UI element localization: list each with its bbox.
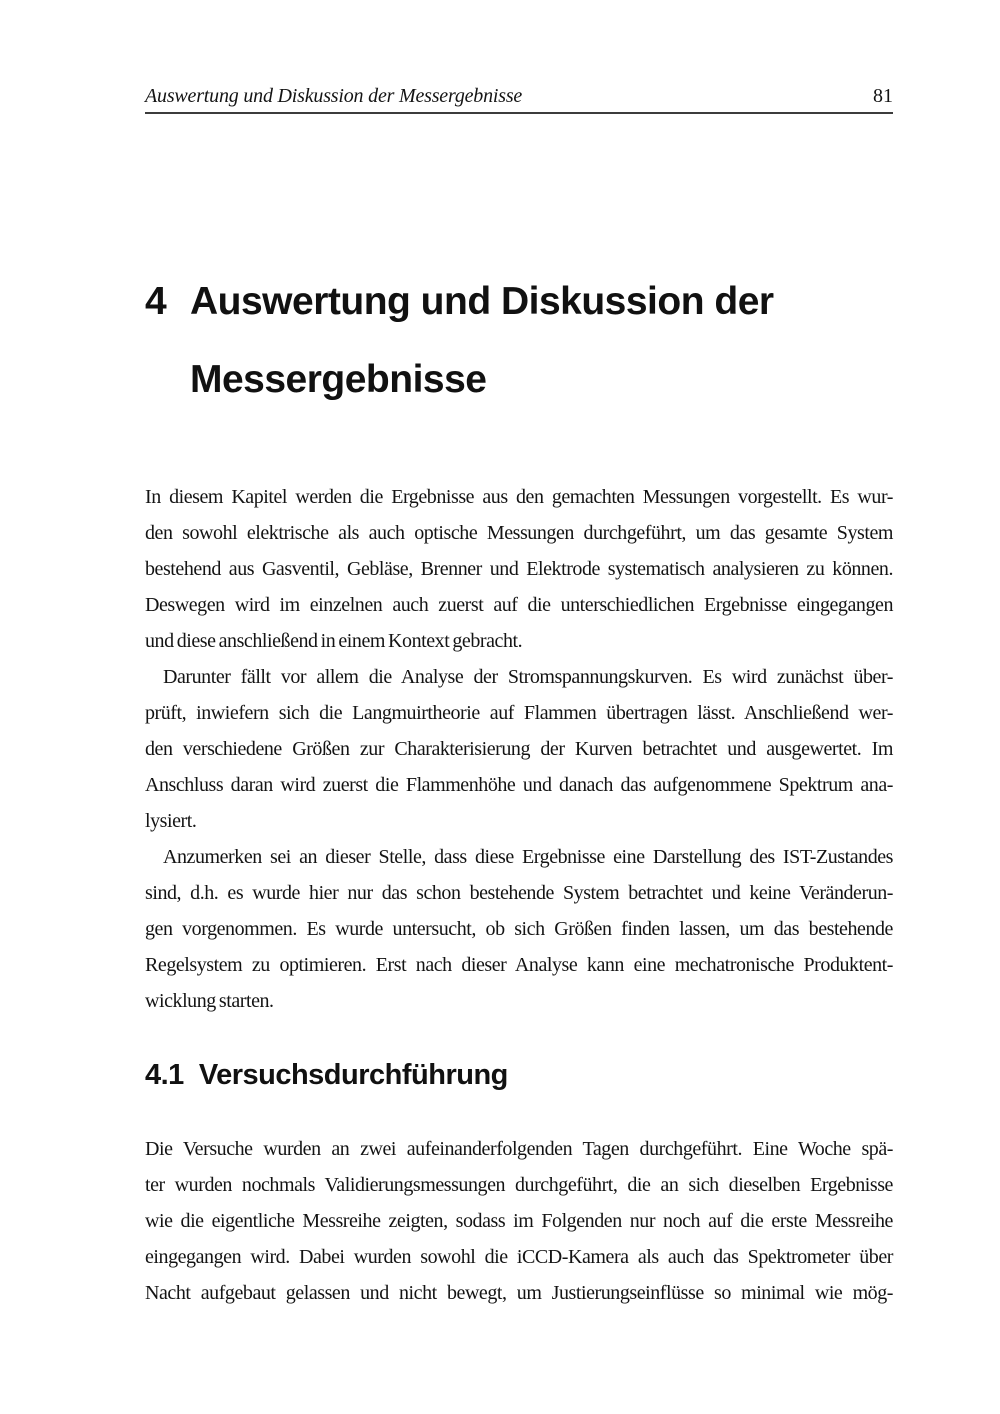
text-line: bestehend aus Gasventil, Gebläse, Brenner und Elektrode systematisch analysieren zu können.	[145, 558, 893, 580]
text-line: sind, d.h. es wurde hier nur das schon bestehende System betrachtet und keine Veränderun-	[145, 882, 893, 904]
text-line: gen vorgenommen. Es wurde untersucht, ob sich Größen finden lassen, um das bestehende	[145, 918, 893, 940]
text-line: Die Versuche wurden an zwei aufeinanderfolgenden Tagen durchgeführt. Eine Woche spä-	[145, 1138, 893, 1160]
paragraph	[145, 1131, 893, 1311]
chapter-number: 4	[145, 280, 167, 323]
text-line: Darunter fällt vor allem die Analyse der Stromspannungskurven. Es wird zunächst über-	[163, 666, 893, 688]
chapter-title-line-1: Auswertung und Diskussion der	[190, 280, 774, 323]
header-rule	[145, 112, 893, 114]
text-line: lysiert.	[145, 810, 197, 832]
section-heading	[145, 1057, 893, 1093]
text-line: den verschiedene Größen zur Charakterisierung der Kurven betrachtet und ausgewertet. Im	[145, 738, 893, 760]
text-line: ter wurden nochmals Validierungsmessungen durchgeführt, die an sich dieselben Ergebnisse	[145, 1174, 893, 1196]
text-line: den sowohl elektrische als auch optische Messungen durchgeführt, um das gesamte System	[145, 522, 893, 544]
paragraph	[145, 839, 893, 1019]
section-number: 4.1	[145, 1059, 184, 1091]
text-line: In diesem Kapitel werden die Ergebnisse aus den gemachten Messungen vorgestellt. Es wur-	[145, 486, 893, 508]
paragraph	[145, 659, 893, 839]
body-text-block-2	[145, 1131, 893, 1311]
page-number: 81	[873, 85, 893, 107]
running-header-title: Auswertung und Diskussion der Messergebnisse	[145, 85, 523, 107]
chapter-heading	[145, 263, 905, 419]
text-line: wie die eigentliche Messreihe zeigten, sodass im Folgenden nur noch auf die erste Messreihe	[145, 1210, 893, 1232]
running-header	[145, 85, 893, 107]
text-line: Anschluss daran wird zuerst die Flammenhöhe und danach das aufgenommene Spektrum ana-	[145, 774, 893, 796]
text-line: Deswegen wird im einzelnen auch zuerst auf die unterschiedlichen Ergebnisse eingegangen	[145, 594, 893, 616]
paragraph	[145, 479, 893, 659]
body-text-block-1	[145, 479, 893, 1019]
chapter-title-line-2: Messergebnisse	[190, 358, 487, 401]
chapter-title	[190, 263, 905, 419]
text-line: wicklung starten.	[145, 990, 274, 1012]
text-line: Anzumerken sei an dieser Stelle, dass diese Ergebnisse eine Darstellung des IST-Zustandes	[163, 846, 893, 868]
text-line: Nacht aufgebaut gelassen und nicht bewegt, um Justierungseinflüsse so minimal wie mög-	[145, 1282, 893, 1304]
text-line: prüft, inwiefern sich die Langmuirtheorie auf Flammen übertragen lässt. Anschließend wer-	[145, 702, 893, 724]
section-title: Versuchsdurchführung	[198, 1059, 508, 1091]
text-line: Regelsystem zu optimieren. Erst nach dieser Analyse kann eine mechatronische Produktent-	[145, 954, 893, 976]
text-line: eingegangen wird. Dabei wurden sowohl die iCCD-Kamera als auch das Spektrometer über	[145, 1246, 893, 1268]
text-line: und diese anschließend in einem Kontext gebracht.	[145, 630, 523, 652]
